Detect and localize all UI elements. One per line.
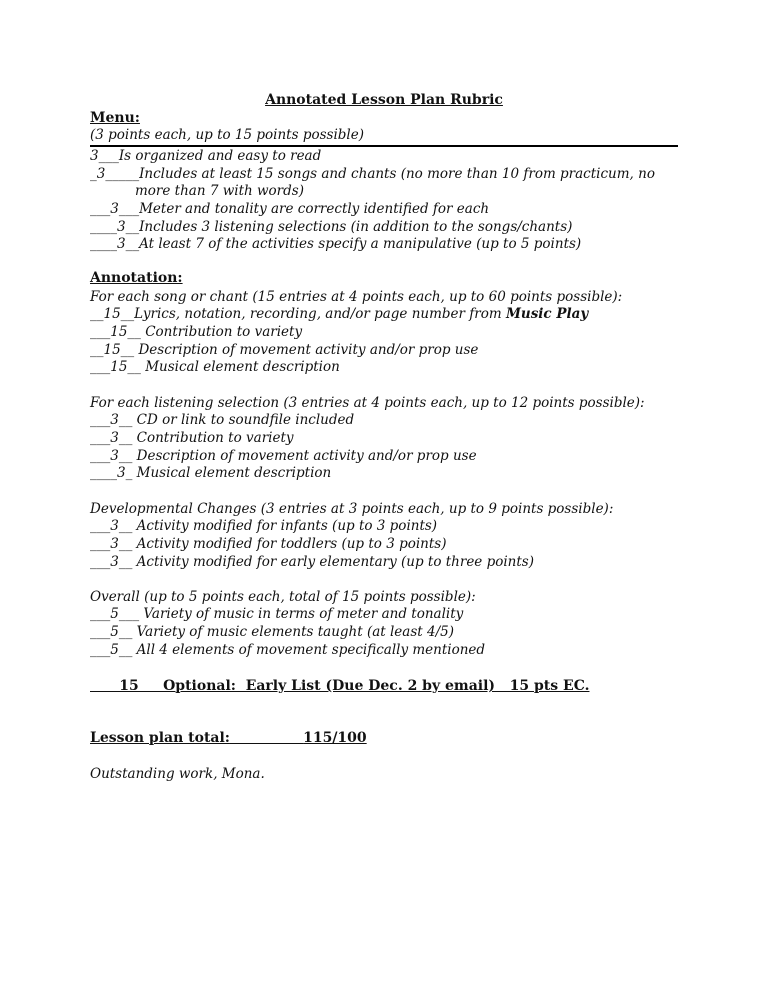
songs-item: ___15__ Musical element description [90,359,340,375]
menu-item-continued: more than 7 with words) [135,183,304,199]
menu-item: 3___Is organized and easy to read [90,148,322,164]
page-title: Annotated Lesson Plan Rubric [265,92,503,108]
dev-intro: Developmental Changes (3 entries at 3 points each, up to 9 points possible): [90,501,614,517]
listening-intro: For each listening selection (3 entries at 4 points each, up to 12 points possible): [90,395,645,411]
menu-item: ____3__Includes 3 listening selections (in addition to the songs/chants) [90,219,573,235]
songs-item [90,305,588,323]
dev-item: ___3__ Activity modified for early elementary (up to three points) [90,554,534,570]
songs-item-text: __15__Lyrics, notation, recording, and/or page number from [90,306,506,322]
music-play-title: Music Play [505,306,589,322]
dev-item: ___3__ Activity modified for toddlers (up to 3 points) [90,536,447,552]
menu-item: ____3__At least 7 of the activities specify a manipulative (up to 5 points) [90,236,582,252]
listening-item: ___3__ Description of movement activity and/or prop use [90,448,477,464]
songs-item: ___15__ Contribution to variety [90,324,303,340]
menu-item: ___3___Meter and tonality are correctly identified for each [90,201,490,217]
comment: Outstanding work, Mona. [90,766,265,782]
songs-item: __15__ Description of movement activity and/or prop use [90,342,479,358]
annotation-heading: Annotation: [90,270,183,286]
listening-item: ___3__ Contribution to variety [90,430,294,446]
menu-subtitle: (3 points each, up to 15 points possible) [90,127,364,143]
listening-item: ____3_ Musical element description [90,465,332,481]
dev-item: ___3__ Activity modified for infants (up to 3 points) [90,518,438,534]
listening-item: ___3__ CD or link to soundfile included [90,412,355,428]
overall-intro: Overall (up to 5 points each, total of 15 points possible): [90,589,476,605]
songs-intro: For each song or chant (15 entries at 4 points each, up to 60 points possible): [90,289,623,305]
lesson-plan-total [90,730,367,746]
optional-line: 15 Optional: Early List (Due Dec. 2 by email) 15 pts EC. [90,678,590,694]
menu-item: _3_____Includes at least 15 songs and chants (no more than 10 from practicum, no [90,166,655,182]
overall-item: ___5__ All 4 elements of movement specifically mentioned [90,642,486,658]
total-value: 115/100 [303,730,367,746]
overall-item: ___5___ Variety of music in terms of meter and tonality [90,606,464,622]
overall-item: ___5__ Variety of music elements taught (at least 4/5) [90,624,454,640]
menu-heading: Menu: [90,110,140,126]
total-label: Lesson plan total: [90,730,230,746]
